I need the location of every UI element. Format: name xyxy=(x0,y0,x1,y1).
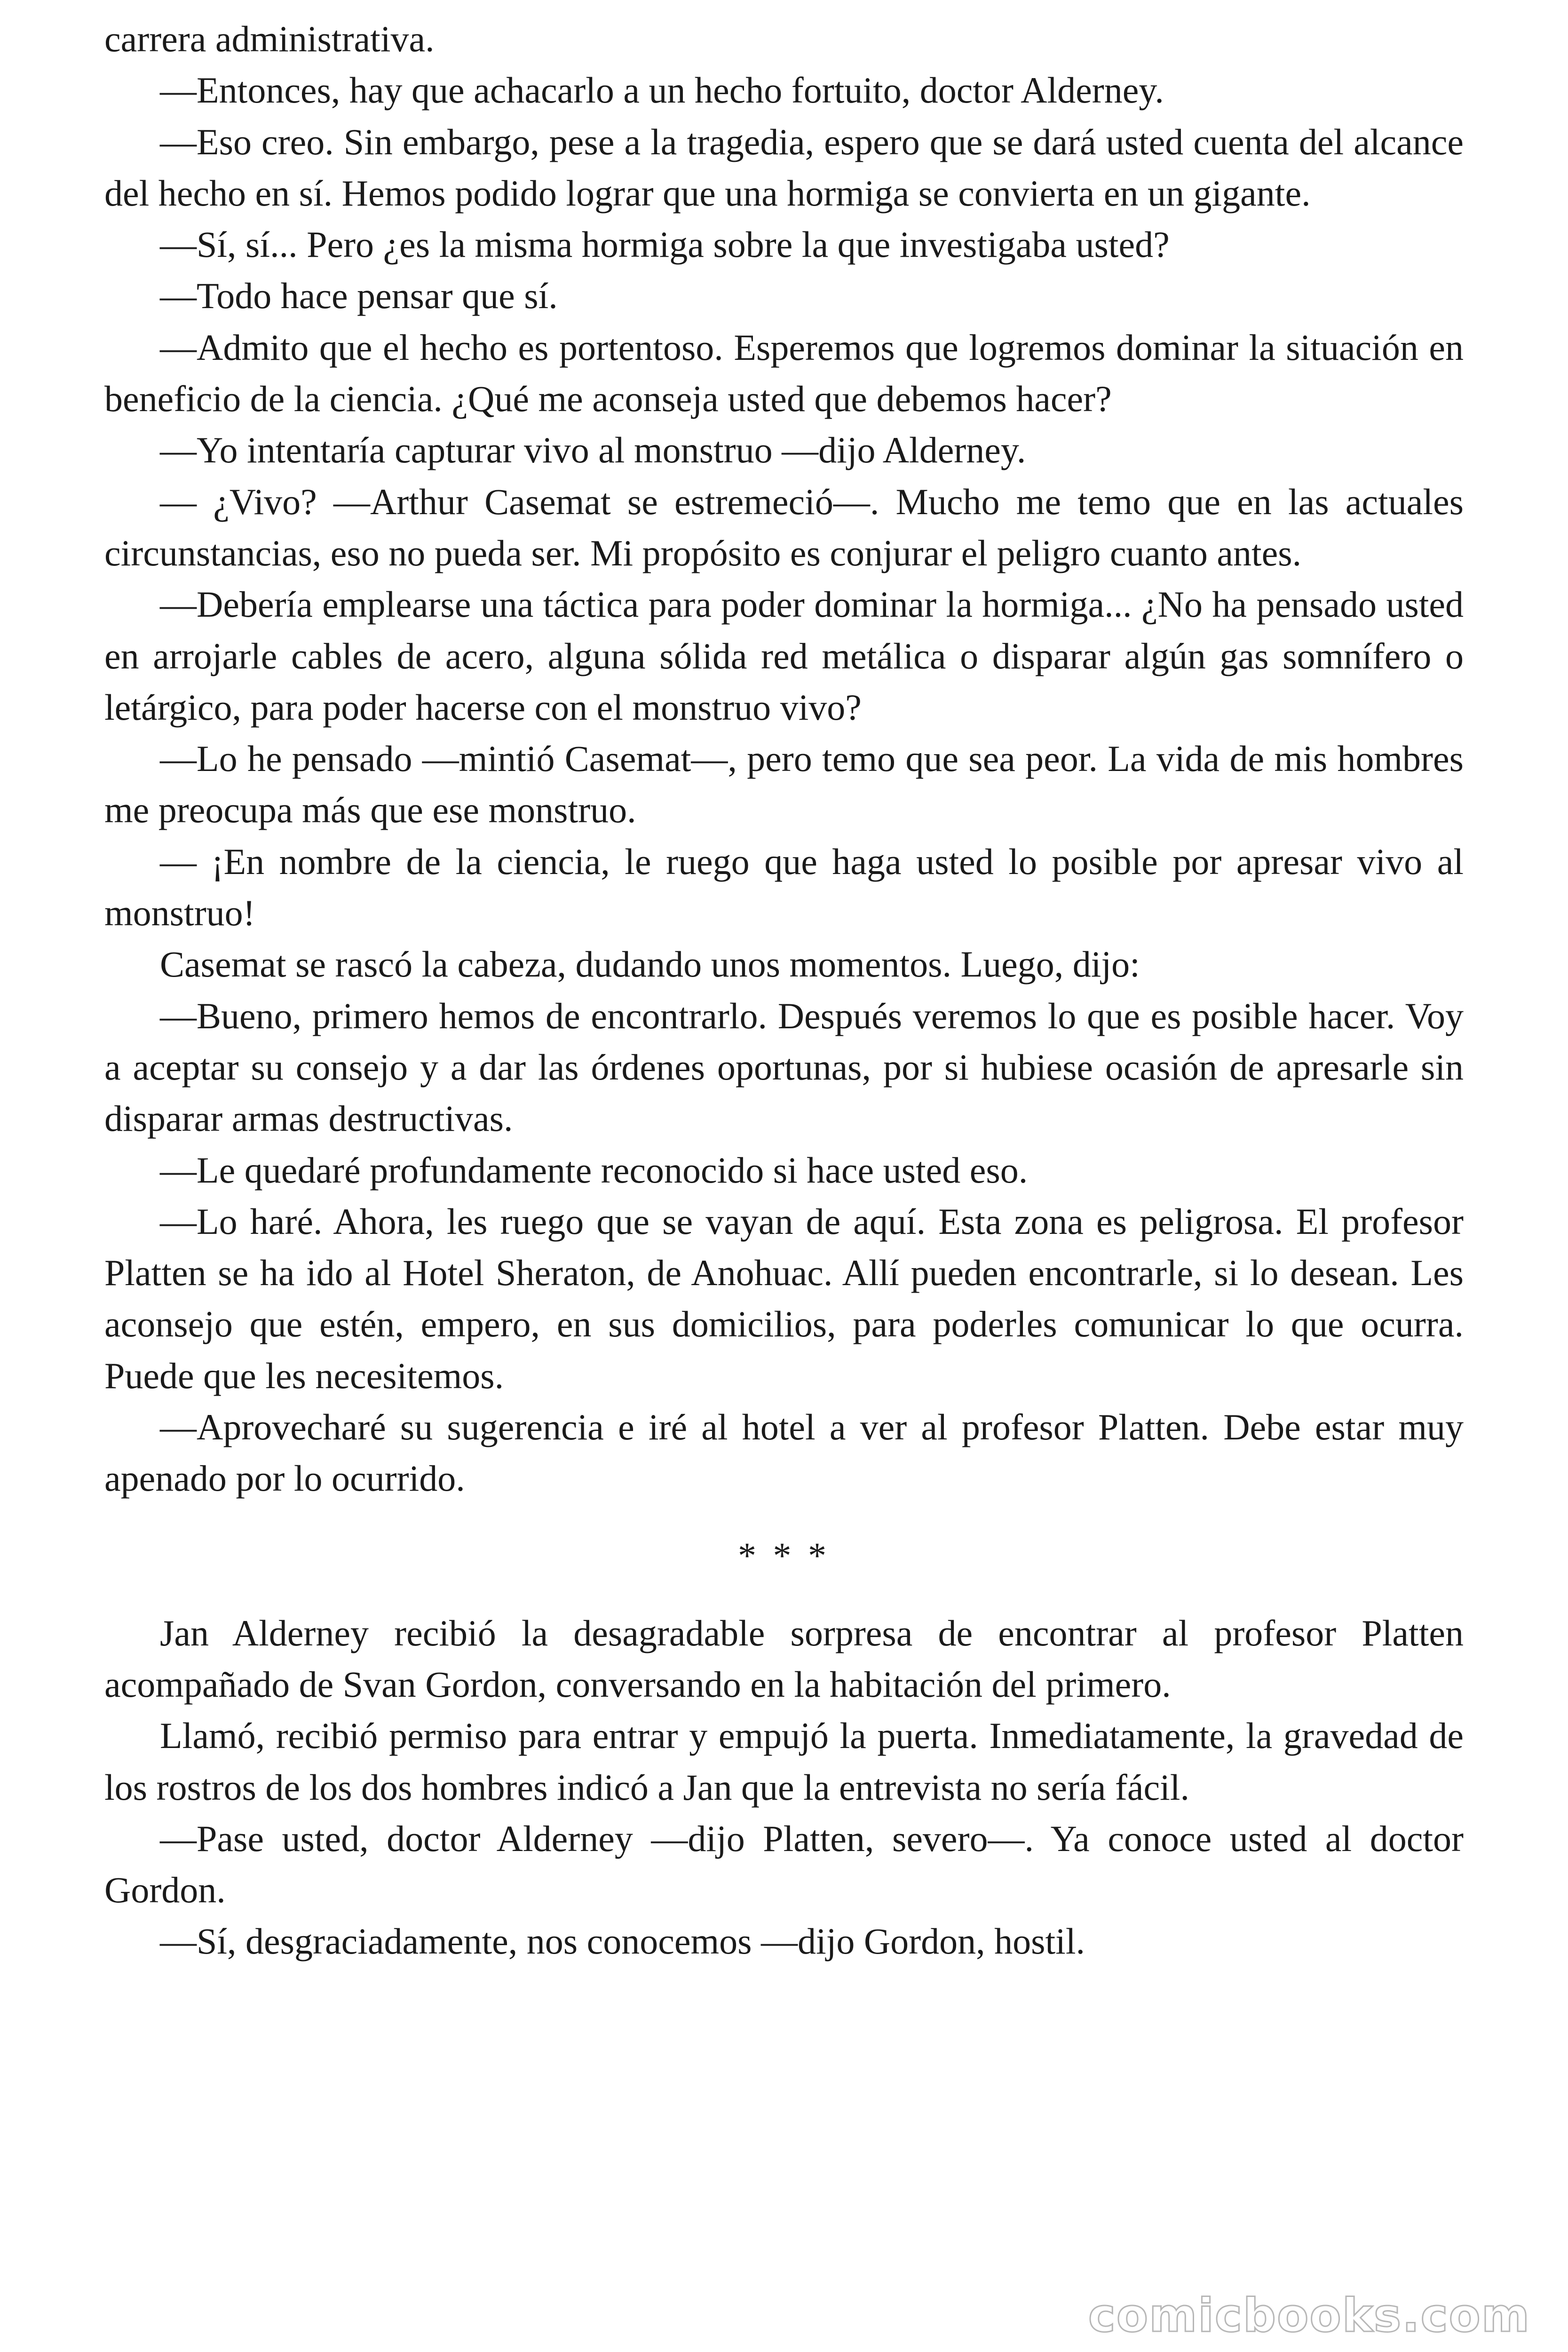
paragraph: —Eso creo. Sin embargo, pese a la tragedia, espero que se dará usted cuenta del alcance del hecho en sí. Hemos podido lograr que una hormiga se convierta en un gigante. xyxy=(104,121,1464,214)
paragraph: — ¡En nombre de la ciencia, le ruego que haga usted lo posible por apresar vivo al monstruo! xyxy=(104,841,1464,934)
paragraph: —Sí, sí... Pero ¿es la misma hormiga sobre la que investigaba usted? xyxy=(160,224,1170,265)
scene-break-separator: * * * xyxy=(738,1535,830,1576)
paragraph: —Pase usted, doctor Alderney —dijo Platten, severo—. Ya conoce usted al doctor Gordon. xyxy=(104,1818,1464,1911)
paragraph: —Yo intentaría capturar vivo al monstruo —dijo Alderney. xyxy=(160,429,1026,471)
text-block-after-break xyxy=(104,1607,1464,1967)
paragraph: —Aprovecharé su sugerencia e iré al hotel a ver al profesor Platten. Debe estar muy apenado por lo ocurrido. xyxy=(104,1406,1464,1499)
paragraph: carrera administrativa. xyxy=(104,18,435,59)
paragraph: Casemat se rascó la cabeza, dudando unos momentos. Luego, dijo: xyxy=(160,944,1140,985)
paragraph: —Admito que el hecho es portentoso. Esperemos que logremos dominar la situación en beneficio de la ciencia. ¿Qué me aconseja usted que debemos hacer? xyxy=(104,326,1464,420)
paragraph: —Sí, desgraciadamente, nos conocemos —dijo Gordon, hostil. xyxy=(160,1921,1085,1962)
paragraph: — ¿Vivo? —Arthur Casemat se estremeció—. Mucho me temo que en las actuales circunstancias, eso no pueda ser. Mi propósito es conjurar el peligro cuanto antes. xyxy=(104,481,1464,573)
paragraph: —Le quedaré profundamente reconocido si hace usted eso. xyxy=(160,1149,1028,1191)
paragraph: —Lo haré. Ahora, les ruego que se vayan de aquí. Esta zona es peligrosa. El profesor Platten se ha ido al Hotel Sheraton, de Anohuac. Allí pueden encontrarle, si lo desean. Les aconsejo que estén, empero, en sus domicilios, para poderles comunicar lo que ocurra. Puede que les necesitemos. xyxy=(104,1200,1464,1396)
paragraph: —Lo he pensado —mintió Casemat—, pero temo que sea peor. La vida de mis hombres me preocupa más que ese monstruo. xyxy=(104,738,1464,831)
text-block-before-break xyxy=(104,13,1464,1504)
paragraph: Llamó, recibió permiso para entrar y empujó la puerta. Inmediatamente, la gravedad de los rostros de los dos hombres indicó a Jan que la entrevista no sería fácil. xyxy=(104,1715,1464,1808)
document-page xyxy=(104,13,1464,1967)
paragraph: —Debería emplearse una táctica para poder dominar la hormiga... ¿No ha pensado usted en arrojarle cables de acero, alguna sólida red metálica o disparar algún gas somnífero o letárgico, para poder hacerse con el monstruo vivo? xyxy=(104,584,1464,728)
paragraph: —Todo hace pensar que sí. xyxy=(160,275,558,317)
watermark-logo: comicbooks.com xyxy=(1088,2289,1530,2343)
paragraph: Jan Alderney recibió la desagradable sorpresa de encontrar al profesor Platten acompañado de Svan Gordon, conversando en la habitación del primero. xyxy=(104,1612,1464,1705)
paragraph: —Entonces, hay que achacarlo a un hecho fortuito, doctor Alderney. xyxy=(160,70,1164,111)
paragraph: —Bueno, primero hemos de encontrarlo. Después veremos lo que es posible hacer. Voy a aceptar su consejo y a dar las órdenes oportunas, por si hubiese ocasión de apresarle sin disparar armas destructivas. xyxy=(104,995,1464,1139)
